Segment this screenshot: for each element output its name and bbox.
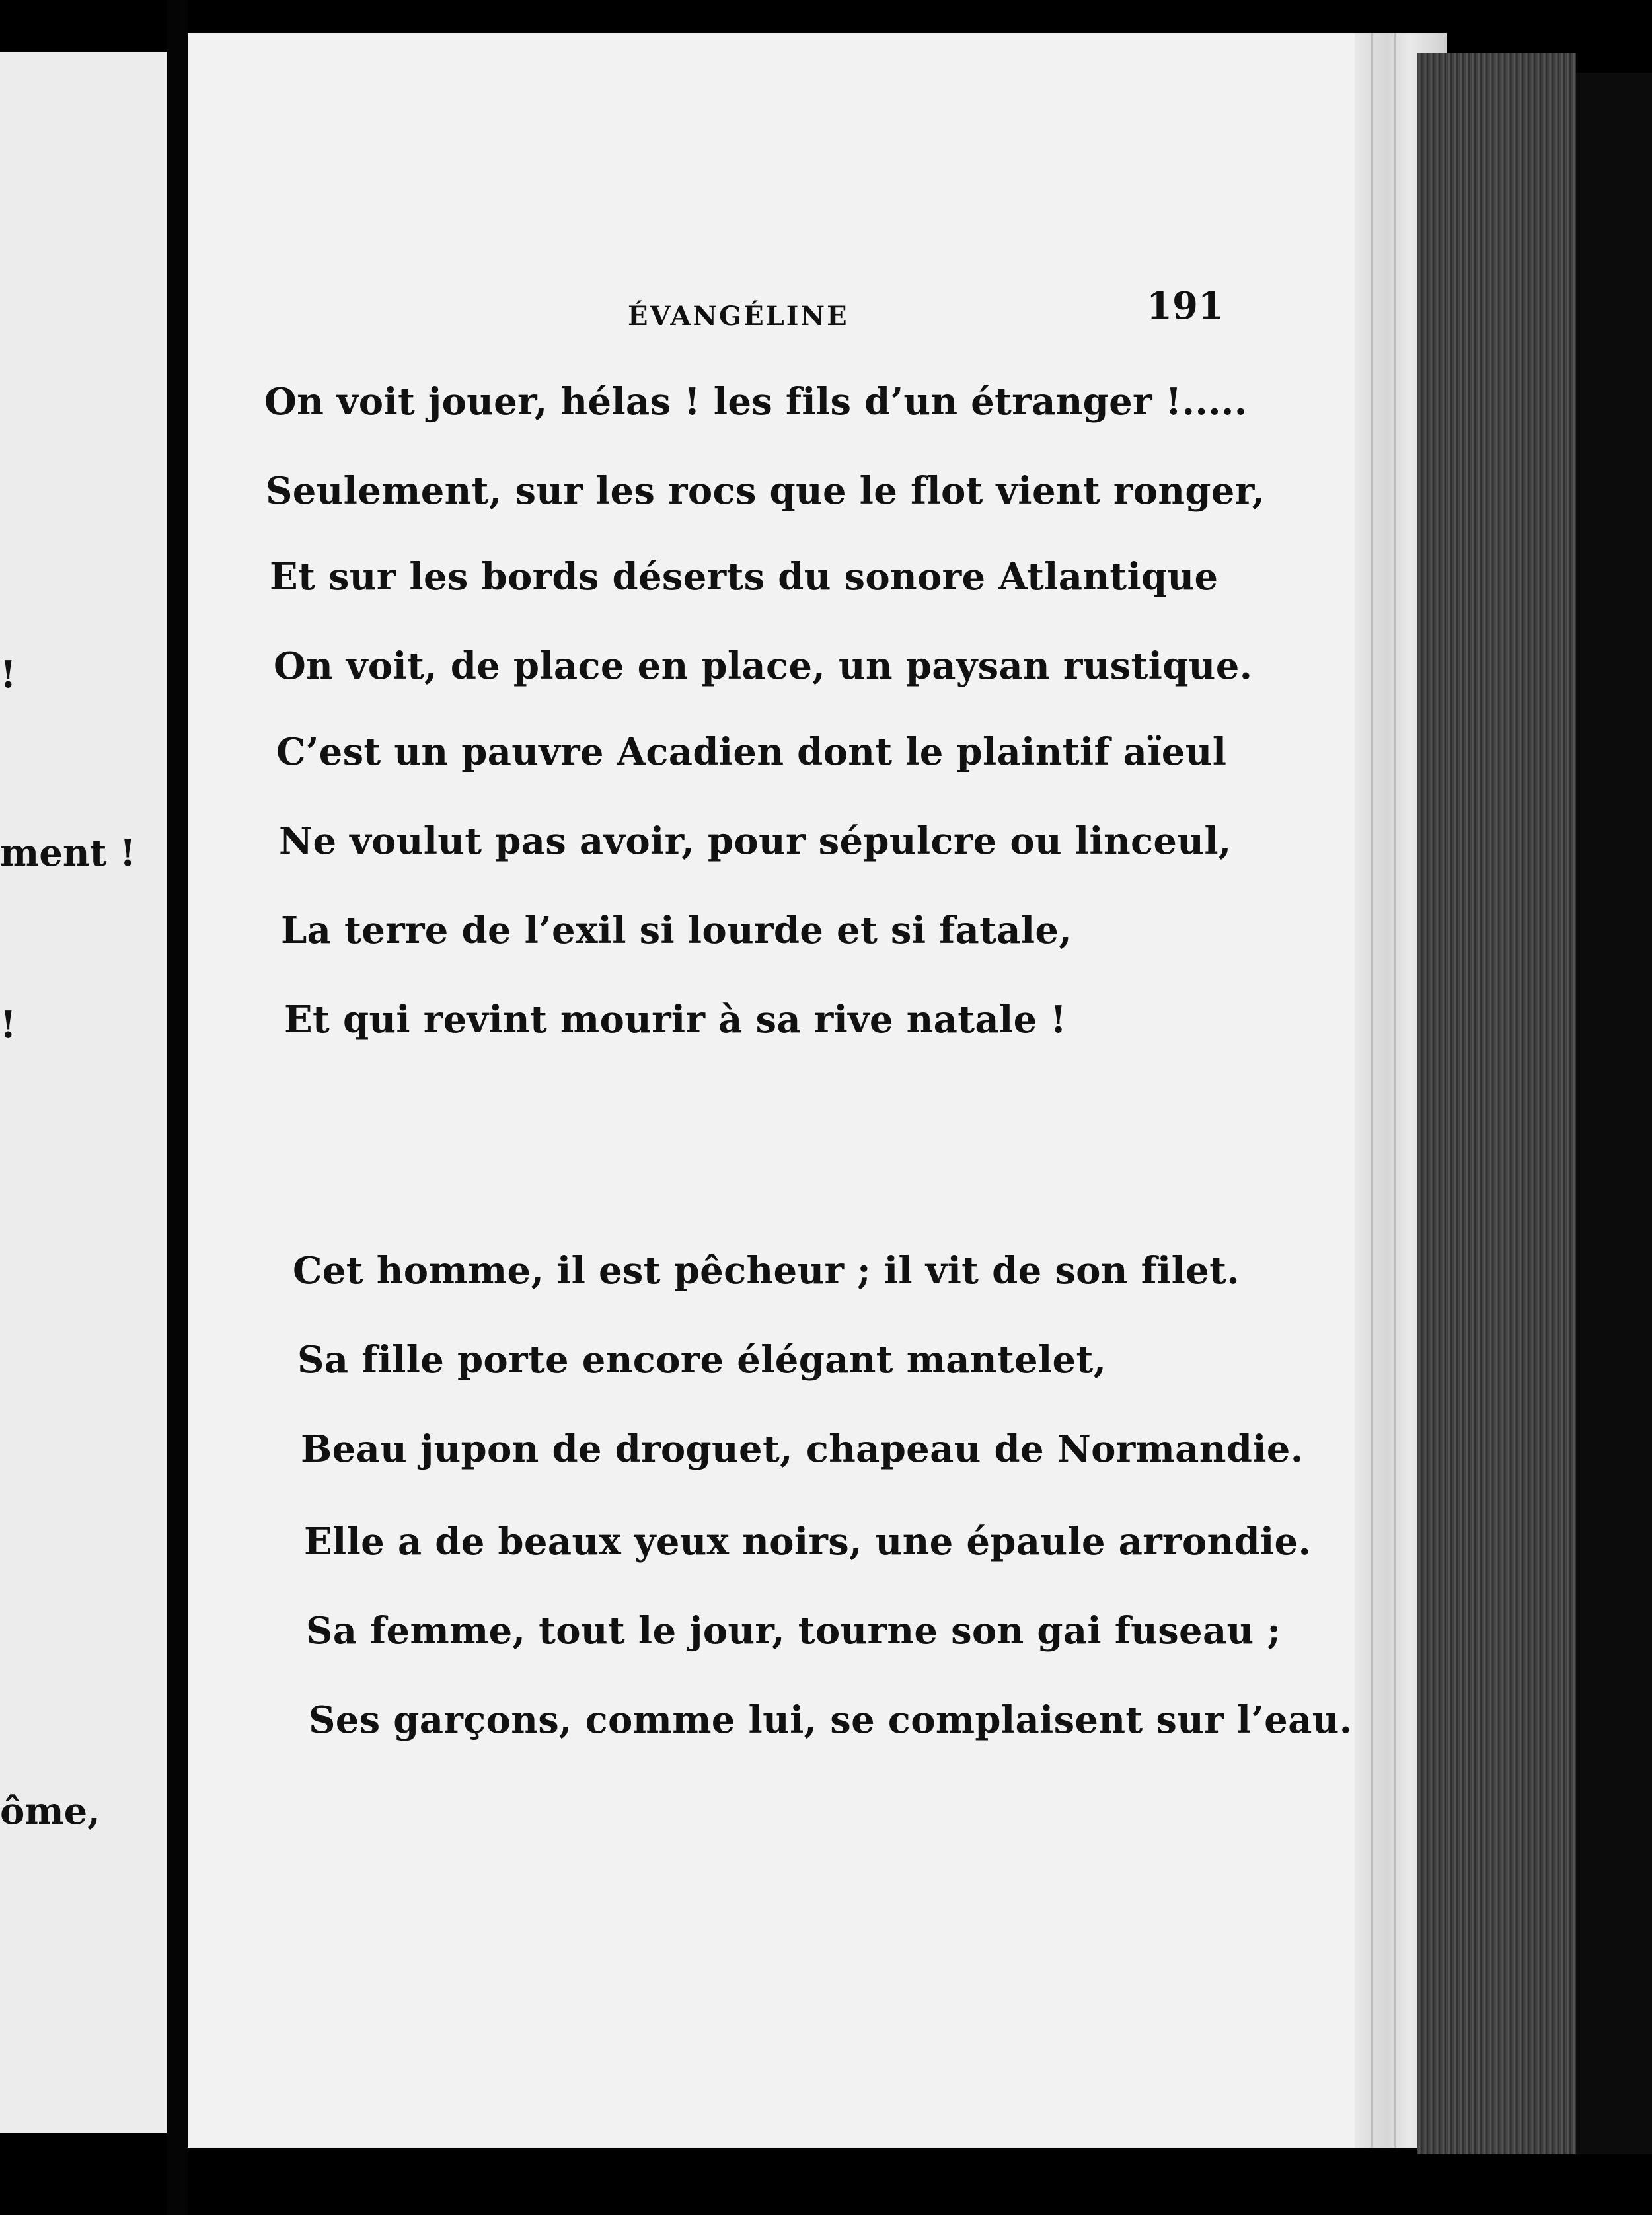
verse-line: C’est un pauvre Acadien dont le plaintif aïeul: [276, 730, 1227, 774]
right-page: [188, 33, 1443, 2148]
left-line-ending: ôme,: [0, 1789, 100, 1833]
page-number: 191: [1146, 284, 1224, 328]
page-edge-line: [1371, 33, 1373, 2148]
verse-line: Beau jupon de droguet, chapeau de Normandie.: [301, 1427, 1304, 1471]
left-page: [0, 52, 167, 2133]
left-line-ending: ment !: [0, 831, 136, 875]
verse-line: Cet homme, il est pêcheur ; il vit de son filet.: [293, 1249, 1240, 1293]
verse-line: Et sur les bords déserts du sonore Atlantique: [270, 555, 1219, 599]
page-edge-line: [1394, 33, 1396, 2148]
verse-line: Sa femme, tout le jour, tourne son gai fuseau ;: [306, 1609, 1281, 1653]
book-gutter: [167, 0, 188, 2215]
verse-line: On voit, de place en place, un paysan rustique.: [274, 644, 1253, 688]
left-line-ending: !: [0, 1003, 17, 1047]
verse-line: Ne voulut pas avoir, pour sépulcre ou linceul,: [279, 819, 1232, 863]
verse-line: Ses garçons, comme lui, se complaisent sur l’eau.: [309, 1698, 1353, 1742]
verse-line: Seulement, sur les rocs que le flot vient ronger,: [266, 469, 1265, 513]
book-fore-edge: [1417, 53, 1576, 2154]
verse-line: Et qui revint mourir à sa rive natale !: [284, 998, 1067, 1041]
left-line-ending: !: [0, 653, 17, 696]
verse-line: On voit jouer, hélas ! les fils d’un étranger !.....: [264, 380, 1248, 424]
verse-line: La terre de l’exil si lourde et si fatale,: [281, 909, 1072, 952]
book-cover: [1576, 73, 1652, 2154]
verse-line: Elle a de beaux yeux noirs, une épaule arrondie.: [304, 1520, 1312, 1563]
running-head: ÉVANGÉLINE: [628, 301, 849, 332]
verse-line: Sa fille porte encore élégant mantelet,: [297, 1338, 1107, 1382]
